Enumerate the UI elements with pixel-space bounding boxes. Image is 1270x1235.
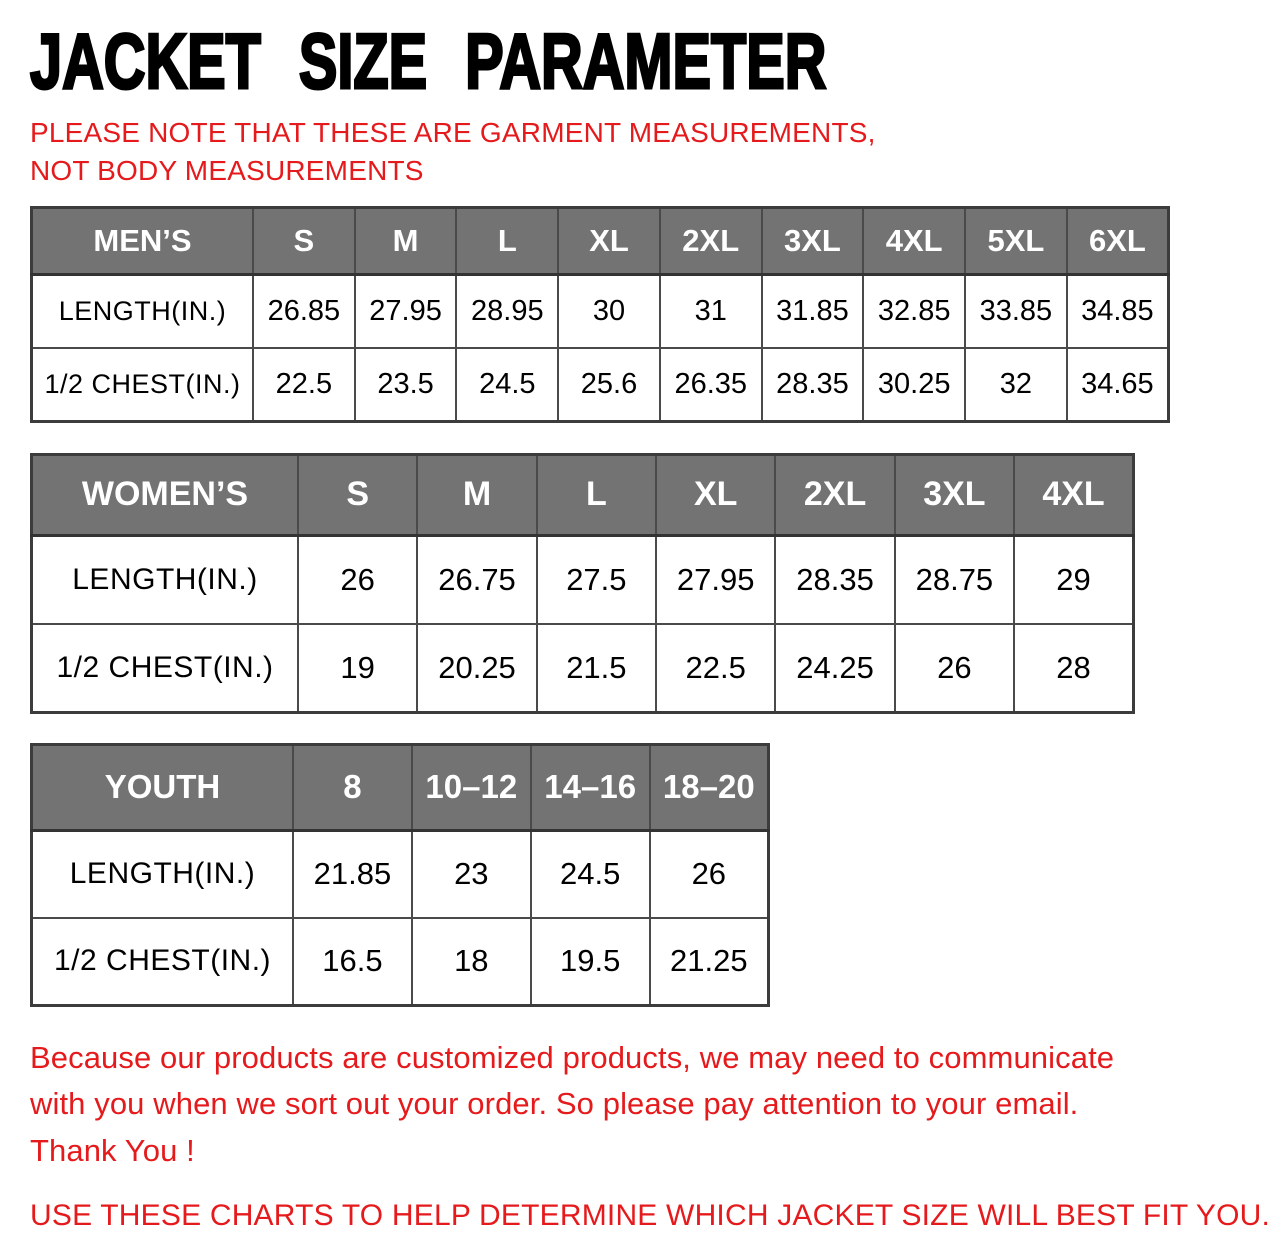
header-row [32,207,1169,274]
table-row [32,535,1134,624]
size-header-cell: 8 [293,744,412,830]
measurement-value-cell: 21.85 [293,830,412,918]
measurement-value-cell: 28 [1014,624,1133,713]
size-header-cell: 10–12 [412,744,531,830]
table-title-cell: MEN’S [32,207,254,274]
measurement-value-cell: 25.6 [558,348,660,422]
size-header-cell: 2XL [775,454,894,535]
measurement-value-cell: 31.85 [762,274,864,348]
measurement-value-cell: 20.25 [417,624,536,713]
header-row [32,744,769,830]
customization-email-note: Because our products are customized products, we may need to communicate with you when we sort out your order. So please pay attention to your email. Thank You ! [30,1039,1115,1168]
row-label-cell: LENGTH(IN.) [32,274,254,348]
measurement-value-cell: 28.75 [895,535,1014,624]
size-header-cell: 4XL [863,207,965,274]
measurement-value-cell: 19.5 [531,918,650,1006]
measurement-value-cell: 16.5 [293,918,412,1006]
size-header-cell: M [417,454,536,535]
size-header-cell: S [298,454,417,535]
size-header-cell: 3XL [895,454,1014,535]
measurement-value-cell: 22.5 [253,348,355,422]
measurement-value-cell: 33.85 [965,274,1067,348]
measurement-value-cell: 24.5 [456,348,558,422]
measurement-value-cell: 28.35 [762,348,864,422]
fit-instruction-note: USE THESE CHARTS TO HELP DETERMINE WHICH JACKET SIZE WILL BEST FIT YOU. [30,1199,1270,1233]
measurement-value-cell: 30.25 [863,348,965,422]
table-title-cell: WOMEN’S [32,454,299,535]
measurement-value-cell: 29 [1014,535,1133,624]
measurement-value-cell: 32.85 [863,274,965,348]
measurement-value-cell: 26.35 [660,348,762,422]
size-header-cell: 5XL [965,207,1067,274]
measurement-value-cell: 26.75 [417,535,536,624]
size-header-cell: M [355,207,457,274]
measurement-value-cell: 21.5 [537,624,656,713]
measurement-value-cell: 24.25 [775,624,894,713]
table-row [32,624,1134,713]
measurement-value-cell: 28.35 [775,535,894,624]
measurement-value-cell: 23.5 [355,348,457,422]
table-row [32,274,1169,348]
table-row [32,348,1169,422]
row-label-cell: 1/2 CHEST(IN.) [32,624,299,713]
measurement-value-cell: 26 [650,830,769,918]
measurement-value-cell: 34.65 [1067,348,1169,422]
measurement-value-cell: 22.5 [656,624,775,713]
measurement-value-cell: 30 [558,274,660,348]
measurement-value-cell: 24.5 [531,830,650,918]
measurement-value-cell: 28.95 [456,274,558,348]
header-row [32,454,1134,535]
measurement-value-cell: 34.85 [1067,274,1169,348]
row-label-cell: LENGTH(IN.) [32,830,294,918]
row-label-cell: LENGTH(IN.) [32,535,299,624]
table-row [32,830,769,918]
size-header-cell: 4XL [1014,454,1133,535]
measurement-value-cell: 31 [660,274,762,348]
size-header-cell: 2XL [660,207,762,274]
size-header-cell: 6XL [1067,207,1169,274]
measurement-value-cell: 27.95 [656,535,775,624]
measurement-value-cell: 27.95 [355,274,457,348]
measurement-value-cell: 19 [298,624,417,713]
measurement-value-cell: 27.5 [537,535,656,624]
size-header-cell: XL [656,454,775,535]
mens-size-table [30,206,1170,423]
measurement-value-cell: 23 [412,830,531,918]
womens-size-table [30,453,1135,714]
size-header-cell: S [253,207,355,274]
page-title: JACKET SIZE PARAMETER [30,17,827,105]
row-label-cell: 1/2 CHEST(IN.) [32,918,294,1006]
youth-size-table [30,743,770,1007]
size-header-cell: 3XL [762,207,864,274]
size-header-cell: 14–16 [531,744,650,830]
garment-measurement-note: PLEASE NOTE THAT THESE ARE GARMENT MEASUREMENTS, NOT BODY MEASUREMENTS [30,117,876,186]
measurement-value-cell: 26 [895,624,1014,713]
size-header-cell: 18–20 [650,744,769,830]
row-label-cell: 1/2 CHEST(IN.) [32,348,254,422]
size-header-cell: XL [558,207,660,274]
size-header-cell: L [456,207,558,274]
measurement-value-cell: 32 [965,348,1067,422]
table-row [32,918,769,1006]
measurement-value-cell: 18 [412,918,531,1006]
table-title-cell: YOUTH [32,744,294,830]
measurement-value-cell: 26 [298,535,417,624]
measurement-value-cell: 21.25 [650,918,769,1006]
size-header-cell: L [537,454,656,535]
measurement-value-cell: 26.85 [253,274,355,348]
